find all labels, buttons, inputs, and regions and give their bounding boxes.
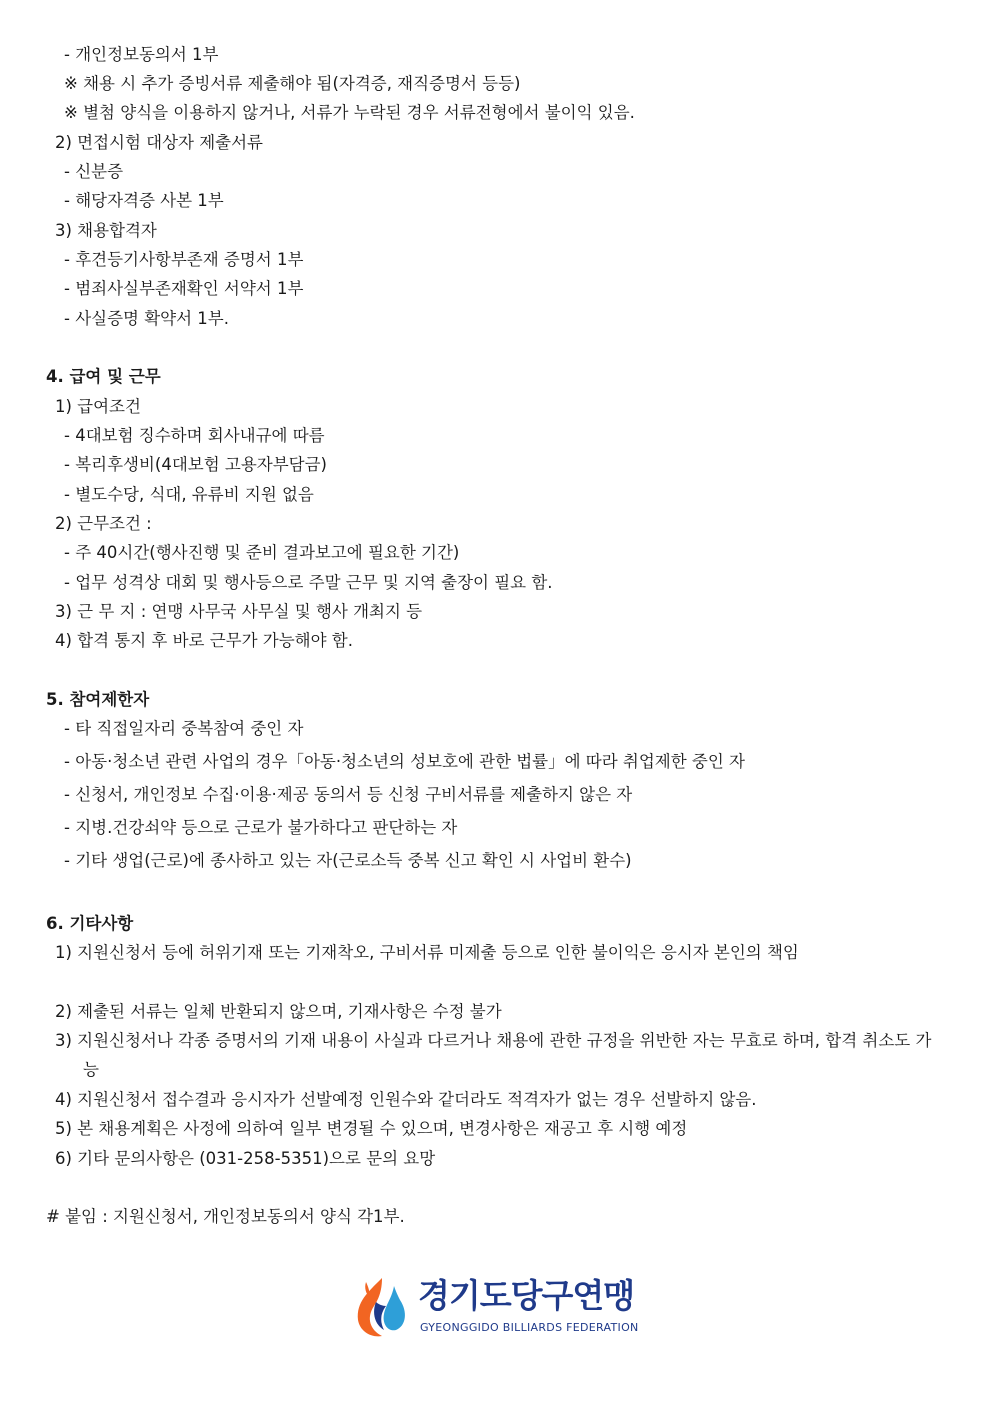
doc-line: - 업무 성격상 대회 및 행사등으로 주말 근무 및 지역 출장이 필요 함. [64,573,553,592]
doc-line: - 복리후생비(4대보험 고용자부담금) [64,455,327,474]
doc-line: - 범죄사실부존재확인 서약서 1부 [64,279,304,298]
doc-line: ※ 채용 시 추가 증빙서류 제출해야 됨(자격증, 재직증명서 등등) [64,74,521,93]
section-heading: 5. 참여제한자 [46,690,150,709]
doc-line: - 신청서, 개인정보 수집·이용·제공 동의서 등 신청 구비서류를 제출하지 않은 자 [64,785,633,804]
doc-line: - 아동·청소년 관련 사업의 경우「아동·청소년의 성보호에 관한 법률」에 따라 취업제한 중인 자 [64,752,745,771]
doc-line: 2) 면접시험 대상자 제출서류 [55,133,263,152]
doc-line: 5) 본 채용계획은 사정에 의하여 일부 변경될 수 있으며, 변경사항은 재공고 후 시행 예정 [55,1119,688,1138]
section-heading: 6. 기타사항 [46,914,134,933]
section-heading: 4. 급여 및 근무 [46,367,161,386]
federation-logo [346,1272,656,1344]
doc-line: - 주 40시간(행사진행 및 준비 결과보고에 필요한 기간) [64,543,460,562]
doc-line: 3) 근 무 지 : 연맹 사무국 사무실 및 행사 개최지 등 [55,602,423,621]
doc-line: - 해당자격증 사본 1부 [64,191,224,210]
doc-line: 2) 제출된 서류는 일체 반환되지 않으며, 기재사항은 수정 불가 [55,1002,502,1021]
doc-line: - 기타 생업(근로)에 종사하고 있는 자(근로소득 중복 신고 확인 시 사업비 환수) [64,851,632,870]
doc-line: 1) 급여조건 [55,397,141,416]
doc-line: - 4대보험 징수하며 회사내규에 따름 [64,426,325,445]
doc-line: - 개인정보동의서 1부 [64,45,219,64]
doc-line: 2) 근무조건 : [55,514,152,533]
doc-line: ※ 별첨 양식을 이용하지 않거나, 서류가 누락된 경우 서류전형에서 불이익 있음. [64,103,635,122]
doc-line: 1) 지원신청서 등에 허위기재 또는 기재착오, 구비서류 미제출 등으로 인한 불이익은 응시자 본인의 책임 [55,943,799,962]
doc-line: - 타 직접일자리 중복참여 중인 자 [64,719,304,738]
doc-line: - 별도수당, 식대, 유류비 지원 없음 [64,485,314,504]
doc-line: - 사실증명 확약서 1부. [64,309,229,328]
doc-line: 4) 합격 통지 후 바로 근무가 가능해야 함. [55,631,353,650]
doc-line: 3) 지원신청서나 각종 증명서의 기재 내용이 사실과 다르거나 채용에 관한 규정을 위반한 자는 무효로 하며, 합격 취소도 가능 [55,1031,932,1079]
flame-emblem-icon [346,1272,416,1342]
attachment-note: # 붙임 : 지원신청서, 개인정보동의서 양식 각1부. [46,1207,405,1226]
doc-line: 6) 기타 문의사항은 (031-258-5351)으로 문의 요망 [55,1149,436,1168]
logo-subtitle: GYEONGGIDO BILLIARDS FEDERATION [420,1321,639,1334]
doc-line: - 지병.건강쇠약 등으로 근로가 불가하다고 판단하는 자 [64,818,458,837]
doc-line: - 후견등기사항부존재 증명서 1부 [64,250,304,269]
doc-line: 3) 채용합격자 [55,221,157,240]
logo-name: 경기도당구연맹 [418,1276,635,1315]
doc-line: 4) 지원신청서 접수결과 응시자가 선발예정 인원수와 같더라도 적격자가 없는 경우 선발하지 않음. [55,1090,757,1109]
doc-line: - 신분증 [64,162,124,181]
